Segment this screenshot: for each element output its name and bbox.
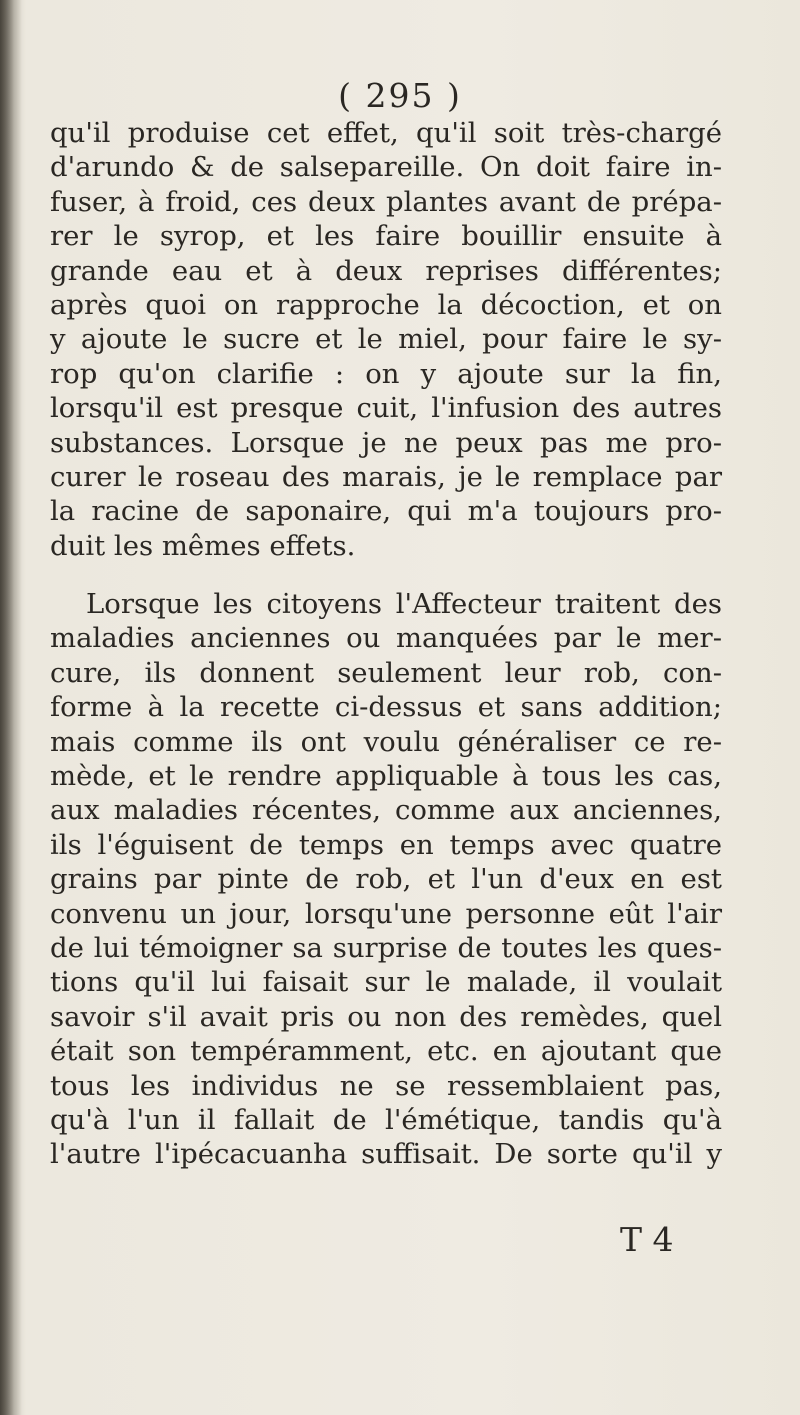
- signature-mark: T 4: [620, 1220, 674, 1259]
- text-line: mède, et le rendre appliquable à tous les cas,: [50, 760, 722, 793]
- text-line: rop qu'on clarifie : on y ajoute sur la fin,: [50, 357, 722, 390]
- text-line: savoir s'il avait pris ou non des remèdes, quel: [50, 1000, 722, 1033]
- text-line: qu'il produise cet effet, qu'il soit très-chargé: [50, 117, 722, 149]
- text-line: duit les mêmes effets.: [50, 529, 356, 562]
- text-line: ils l'éguisent de temps en temps avec quatre: [50, 828, 722, 861]
- text-line: maladies anciennes ou manquées par le mer-: [50, 622, 722, 655]
- text-line: tions qu'il lui faisait sur le malade, il voulait: [50, 966, 722, 999]
- text-line: d'arundo & de salsepareille. On doit faire in-: [50, 151, 722, 184]
- text-line: cure, ils donnent seulement leur rob, con-: [50, 656, 722, 689]
- text-line: la racine de saponaire, qui m'a toujours pro-: [50, 495, 722, 528]
- text-line: Lorsque les citoyens l'Affecteur traitent des: [86, 588, 722, 621]
- text-line: aux maladies récentes, comme aux anciennes,: [50, 794, 722, 827]
- page-body: [50, 116, 722, 1172]
- text-line: de lui témoigner sa surprise de toutes les ques-: [50, 931, 722, 964]
- binding-gutter-shadow: [0, 0, 22, 1415]
- text-line: forme à la recette ci-dessus et sans addition;: [50, 691, 722, 724]
- text-line: y ajoute le sucre et le miel, pour faire le sy-: [50, 323, 722, 356]
- text-line: tous les individus ne se ressemblaient pas,: [50, 1069, 722, 1102]
- text-line: mais comme ils ont voulu généraliser ce re-: [50, 725, 722, 758]
- text-line: lorsqu'il est presque cuit, l'infusion des autres: [50, 392, 722, 425]
- text-line: fuser, à froid, ces deux plantes avant de prépa-: [50, 185, 722, 218]
- text-line: curer le roseau des marais, je le remplace par: [50, 460, 722, 493]
- text-line: substances. Lorsque je ne peux pas me pro-: [50, 426, 722, 459]
- text-line: grains par pinte de rob, et l'un d'eux en est: [50, 863, 722, 896]
- page-number: ( 295 ): [338, 76, 462, 115]
- text-line: rer le syrop, et les faire bouillir ensuite à: [50, 220, 722, 253]
- text-line: convenu un jour, lorsqu'une personne eût l'air: [50, 897, 722, 930]
- paragraph-gap: [50, 563, 722, 587]
- text-line: l'autre l'ipécacuanha suffisait. De sorte qu'il y: [50, 1138, 722, 1171]
- paragraph-1: [50, 116, 722, 563]
- text-line: était son tempéramment, etc. en ajoutant que: [50, 1035, 722, 1068]
- text-line: après quoi on rapproche la décoction, et on: [50, 288, 722, 321]
- text-line: qu'à l'un il fallait de l'émétique, tandis qu'à: [50, 1103, 722, 1136]
- paragraph-2: [50, 587, 722, 1172]
- text-line: grande eau et à deux reprises différentes;: [50, 254, 722, 287]
